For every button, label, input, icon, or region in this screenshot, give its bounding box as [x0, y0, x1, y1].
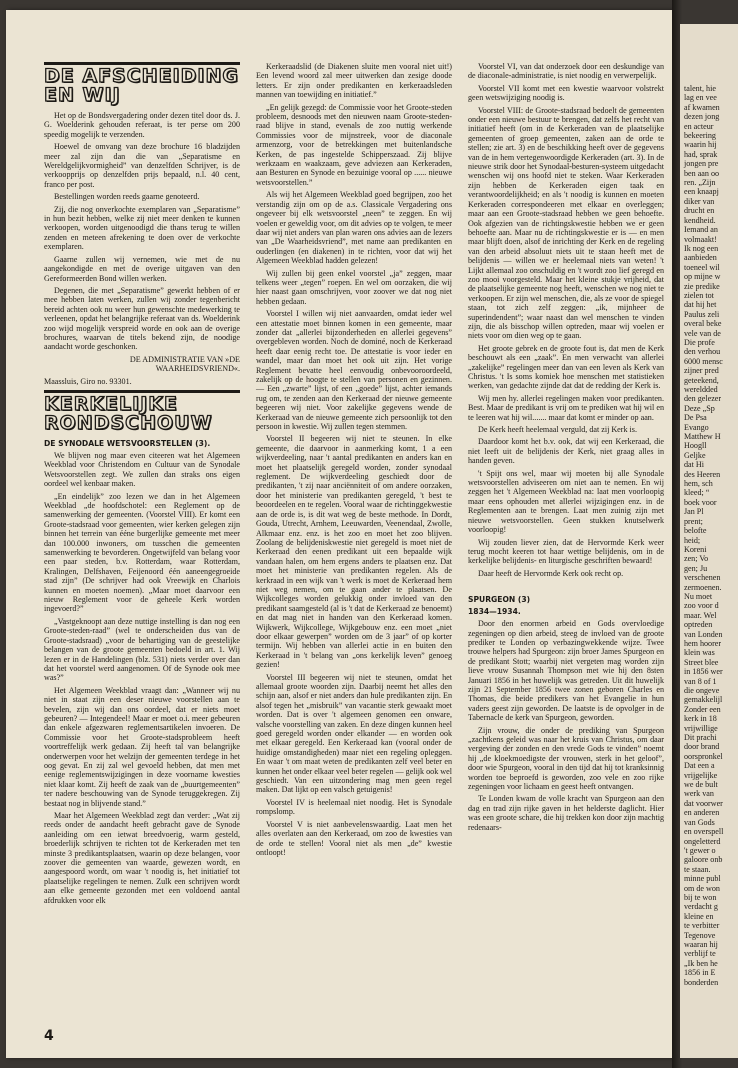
- next-page-fragment-line: Nu moet: [684, 591, 713, 601]
- giro-line: Maassluis, Giro no. 93301.: [44, 376, 132, 386]
- next-page-fragment-line: gemakkelijl: [684, 695, 723, 705]
- next-page-fragment-line: Hoogll: [684, 441, 707, 451]
- next-page-fragment-line: te verbitter: [684, 921, 720, 931]
- next-page-fragment-line: minne publ: [684, 874, 721, 884]
- next-page-fragment-line: den verhou: [684, 347, 721, 357]
- next-page-fragment-line: des Heeren: [684, 469, 721, 479]
- next-page-fragment-line: gen; Ju: [684, 563, 708, 573]
- next-page-fragment-line: Geljke: [684, 450, 706, 460]
- paragraph: Voorstel IV is heelemaal niet noodig. Het is Synodale rompslomp.: [256, 797, 452, 817]
- next-page-fragment-line: 6000 mensc: [684, 356, 723, 366]
- next-page-fragment-line: van 8 of 1: [684, 676, 717, 686]
- paragraph: „En gelijk gezegd: de Commissie voor het Groote-steden probleem, desnoods met den nieuwen naam Groote-steden-raad blijve in stand, evenals de zoo nuttig werkende Commissies voor de mijnstreek, voor de diaconale armenzorg, voor de betrekkingen met buitenlandsche Kerken, de pas ingestelde Schipperszaad. Zij blijve werkzaam en waakzaam, geve adviezen aan Kerkeraden, aan Besturen en Synode en bezuinige vooral op ...... nieuwe wetsvoorstellen.”: [256, 102, 452, 187]
- next-page-fragment-line: prent;: [684, 516, 703, 526]
- next-page-fragment-line: waaran hij: [684, 939, 718, 949]
- next-page-fragment-line: Ik nog een: [684, 243, 719, 253]
- next-page-fragment-line: vele van de: [684, 328, 721, 338]
- next-page-fragment-line: kleine en: [684, 911, 714, 921]
- article-subtitle: DE SYNODALE WETSVOORSTELLEN (3).: [44, 438, 211, 448]
- next-page-fragment-line: zijner pred: [684, 366, 719, 376]
- next-page-fragment-line: zoo voor d: [684, 601, 719, 611]
- next-page-fragment-line: kerk in 18: [684, 714, 717, 724]
- next-page-fragment-line: in 1856 wer: [684, 667, 723, 677]
- column-3: [468, 62, 664, 835]
- next-page-fragment-line: talent, hie: [684, 84, 716, 93]
- paragraph: Door den enormen arbeid en Gods overvloedige zegeningen op dien arbeid, steeg de invloed van de groote prediker te Londen op verbazingwekkende wijze. Twee trouwe helpers had Spurgeon: zijn broer James Spurgeon en de predikant Stott; waarbij niet vergeten mag worden zijn lieve vrouw Susannah Thompson met wie hij den 8sten Januari 1856 in het huwelijk was getreden. Uit dit huwelijk zijn 21 September 1856 twee zonen geboren Charles en Thomas, die beide predikers van het Evangelie in hun vaders geest zijn geworden. De laatste is de opvolger in de Tabernacle de kerk van Spurgeon, geworden.: [468, 619, 664, 723]
- next-page-fragment-line: door brand: [684, 742, 720, 752]
- next-page-fragment-line: 1856 in E: [684, 968, 716, 978]
- paragraph: Zijn vrouw, die onder de prediking van Spurgeon „zachtkens geleid was naar het kruis van Christus, om daar vergeving der zonden en den vrede Gods te vinden” noemt hij „de kloekmoedigste der vrouwen, sterk in het geloof”, door wie Spurgeon, vooral in den tijd dat hij tot kranksinnig worden toe beproefd is geworden, zoo vele en zoo rijke zegeningen voor lichaam en geest heeft ontvangen.: [468, 725, 664, 792]
- paragraph: De Kerk heeft heelemaal verguld, dat zij Kerk is.: [478, 425, 637, 435]
- paragraph: Als wij het Algemeen Weekblad goed begrijpen, zoo het verstandig zijn om op de a.s. Classicale Vergadering ons ongeveer bij elk wetsvoorstel „neen” te zeggen. En wij voelen er geweldig voor, om dit advies op te volgen, te meer daar wij niet anders van plan waren ons advies aan de lezers van „De Waarheidsvriend”, met name aan predikanten en ouderlingen (en diakenen) in te richten, voor dat wij het Algemeen Weekblad hadden gelezen!: [256, 190, 452, 266]
- paragraph: Wij zouden liever zien, dat de Hervormde Kerk weer terug mocht keeren tot haar wettige belijdenis, om in de kerkelijke belijdenis- en liturgische geschriften bewaard!: [468, 537, 664, 566]
- next-page-fragment-line: dat voorwer: [684, 798, 723, 808]
- next-page-fragment-line: jongen pre: [684, 159, 719, 169]
- spurgeon-title: SPURGEON (3): [468, 595, 531, 605]
- next-page-fragment-line: Dat een a: [684, 761, 715, 771]
- paragraph: Wij zullen bij geen enkel voorstel „ja” zeggen, maar telkens weer „tegen” roepen. En wel om oorzaken, die wij hier naast gaan omschrijven, voor zoover we dat nog niet hebben gedaan.: [256, 268, 452, 306]
- next-page-fragment-line: kleed; “: [684, 488, 710, 498]
- next-page-fragment-line: en acteur: [684, 121, 714, 131]
- next-page-edge: [680, 24, 738, 1058]
- page-number: 4: [44, 1028, 54, 1044]
- next-page-fragment-line: Dit prachi: [684, 733, 717, 743]
- article-rondschouw-body-col1: [44, 451, 240, 905]
- next-page-fragment-line: Jan Pl: [684, 507, 704, 517]
- next-page-fragment-line: „Ik ben he: [684, 958, 718, 968]
- next-page-fragment-line: een knaapj: [684, 187, 719, 197]
- next-page-fragment-line: vrijgelijke: [684, 770, 718, 780]
- spurgeon-years: 1834—1934.: [468, 607, 521, 617]
- paragraph: Maar het Algemeen Weekblad zegt dan verder: „Wat zij reeds onder de aandacht heeft gebracht gave de Synode aanleiding om een ietwat breedvoerig, warm gesteld, broederlijk schrijven te richten tot de Kerkeraden met ten minste 3 predikantsplaatsen, waarin op deze belangen, voor zoover die gemeenten van waarde, gewezen wordt, en aangespoord wordt, om waar 't noodig is, het initiatief tot plaatselijke regelingen te nemen. Zulk een schrijven wordt aan elke gemeente gezonden met een voldoend aantal afdrukken voor elk: [44, 811, 240, 905]
- paragraph: „En eindelijk” zoo lezen we dan in het Algemeen Weekblad „de hoofdschotel: een Reglement op de samenwerking der gemeenten. (Voorstel VIII). Er komt een Groote-stadsraad voor gemeenten, wier kerken gelegen zijn binnen het terrein van ééne burgerlijke gemeente met meer dan 100.000 inwoners, om tusschen die gemeenten samenwerking te bevorderen. Ongetwijfeld van belang voor een paar steden, b.v. Rotterdam, waar Rotterdam, Kralingen, Delfshaven, Feijenoord één aaneengegroeide stad zijn” (De schrijver had ook Vreewijk en Charlois kunnen en moeten noemen). „Maar moet daarvoor een nieuw Reglement voor de geheele Kerk worden ingevoerd?”: [44, 491, 240, 614]
- next-page-fragment-line: galoore onb: [684, 855, 723, 865]
- paragraph: Gaarne zullen wij vernemen, wie met de nu aangekondigde en met de overige uitgaven van den Gereformeerden Bond willen werken.: [44, 254, 240, 283]
- next-page-fragment-line: die ongeve: [684, 686, 720, 695]
- next-page-fragment-line: dat Hi: [684, 460, 705, 470]
- next-page-fragment-line: vrijwillige: [684, 723, 718, 733]
- next-page-fragment-line: maar. Wel: [684, 610, 717, 620]
- paragraph: Voorstel VII komt met een kwestie waarvoor volstrekt geen wetswijziging noodig is.: [468, 83, 664, 103]
- next-page-fragment-line: Koreni: [684, 544, 707, 554]
- next-page-fragment-line: Tegenove: [684, 930, 716, 940]
- next-page-fragment-line: Iemand an: [684, 225, 718, 235]
- next-page-fragment-line: ren. „Zijn: [684, 178, 716, 188]
- next-page-fragment-line: zielen tot: [684, 290, 714, 300]
- next-page-fragment-line: klein was: [684, 648, 715, 658]
- next-page-fragment-line: kendheid.: [684, 215, 716, 225]
- next-page-fragment-line: Zonder een: [684, 704, 721, 714]
- paragraph: We blijven nog maar even citeeren wat het Algemeen Weekblad voor Christendom en Cultuur van de Synodale Wetsvoorstellen zegt. We zullen dan straks ons eigen oordeel wel kenbaar maken.: [44, 450, 240, 489]
- next-page-fragment-line: en anderen: [684, 808, 720, 818]
- paragraph: Voorstel V is niet aanbevelenswaardig. Laat men het alles overlaten aan den Kerkeraad, om zoo de kwesties van de orde te stellen! Vooral niet als men „de” kwestie ontloopt!: [256, 819, 452, 857]
- article-afscheiding-body: [44, 111, 240, 386]
- next-page-fragment-line: van Gods: [684, 817, 715, 827]
- next-page-fragment-line: den gelezer: [684, 394, 722, 404]
- signature: DE ADMINISTRATIE VAN »DE WAARHEIDSVRIEND«.: [129, 354, 240, 374]
- article-title-line1: KERKELIJKE: [44, 392, 178, 415]
- paragraph: Het Algemeen Weekblad vraagt dan: „Wanneer wij nu niet in staat zijn een deser nieuwe voorstellen aan te bevelen, zijn wij dan ons oordeel, dat er niets moet gebeuren? — Integendeel! Maar er moet o.i. meer gebeuren dan enkele afgezwaren reglementsartikelen invoeren. De Commissie voor het Groote-stadsprobleem heeft voortreffelijk werk gedaan. Zij heeft tal van belangrijke onderwerpen voor het welzijn der gemeenten terdege in het oog gevat. En zij zal wel gevoeld hebben, dat men met eenige reglementswijzigingen in deze voorname kwesties niet klaar komt. Zij heeft de zaak van de „buurtgemeenten” ter nadere beschouwing van de Synode teruggekregen. Zij bestaat nog in blijvende stand.”: [44, 685, 240, 808]
- next-page-fragment-line: werk van: [684, 789, 714, 799]
- next-page-fragment-line: De Psa: [684, 413, 707, 423]
- newspaper-page: [6, 10, 674, 1058]
- next-page-fragment-line: aanbieden: [684, 253, 717, 263]
- next-page-fragment-line: bekeering: [684, 131, 716, 141]
- next-page-fragment-line: zermoenen.: [684, 582, 722, 592]
- paragraph: 't Spijt ons wel, maar wij moeten bij alle Synodale wetsvoorstellen adviseeren om niet aan te nemen. En wij zeggen het 't Algemeen Weekblad na: laat men voorloopig maar eens ophouden met allerlei wijzigingen enz. in de Reglementen aan te brengen. Laat men zuinig zijn met nieuwe wetsvoorstellen. Geen stukken knutselwerk voorloopig!: [468, 468, 664, 535]
- next-page-fragment-line: Matthew H: [684, 432, 721, 442]
- next-page-fragment-line: we de bult: [684, 780, 718, 790]
- next-page-column-fragments: [684, 84, 738, 987]
- next-page-fragment-line: Die profe: [684, 337, 715, 347]
- next-page-fragment-line: belofte: [684, 526, 707, 536]
- next-page-fragment-line: boek voor: [684, 497, 717, 507]
- next-page-fragment-line: optreden: [684, 620, 713, 630]
- next-page-fragment-line: om de won: [684, 883, 720, 893]
- next-page-fragment-line: verblijf te: [684, 949, 716, 959]
- next-page-fragment-line: had, sprak: [684, 149, 718, 159]
- next-page-fragment-line: verschenen: [684, 573, 721, 583]
- next-page-fragment-line: Deze „Sp: [684, 403, 715, 413]
- next-page-fragment-line: diker van: [684, 196, 715, 206]
- article-title-line2: RONDSCHOUW: [44, 411, 213, 434]
- next-page-fragment-line: zen; Vo: [684, 554, 709, 564]
- next-page-fragment-line: af kwamen: [684, 102, 720, 112]
- next-page-fragment-line: bij te won: [684, 892, 717, 902]
- paragraph: Daardoor komt het b.v. ook, dat wij een Kerkeraad, die niet leeft uit de belijdenis der Kerk, niet graag alles in handen geven.: [468, 437, 664, 466]
- next-page-fragment-line: waarin hij: [684, 140, 717, 150]
- next-page-fragment-line: verdacht g: [684, 902, 718, 912]
- paragraph: Wij men hy. allerlei regelingen maken voor predikanten. Best. Maar de predikant is vrij om te prediken wat hij wil en te leeren wat hij wil....... maar dat komt er minder op aan.: [468, 393, 664, 422]
- paragraph: Voorstel III begeeren wij niet te steunen, omdat het allemaal groote woorden zijn. Daarbij neemt het alles den schijn aan, alsof er niet anders dan hule predikanten zijn. En alsof tegen het „misbruik” van vacantie sterk gewaakt moet worden. Dat is over 't algemeen genomen een onware, valsche voorstelling van zaken. En deze dingen kunnen heel goed geregeld worden onder elkander — en worden ook met elkaar geregeld. Een Kerkeraad kan (vooral onder de huidige omstandigheden) maar niet een regeling opleggen. En waar 't om maat weten de predikanten zelf veel beter en kunnen het onder elkaar veel beter regelen — gelijk ook wel geschiedt. Van een uitzondering mag men geen regel maken. Dat lijkt op een valsch getuigenis!: [256, 672, 452, 795]
- paragraph: Daar heeft de Hervormde Kerk ook recht op.: [478, 568, 624, 578]
- paragraph: Het op de Bondsvergadering onder dezen titel door ds. J. G. Woelderink gehouden referaat, is ter perse om 200 speedig mogelijk te verzenden.: [44, 111, 240, 139]
- next-page-fragment-line: wereldded: [684, 385, 718, 394]
- paragraph: Voorstel II begeeren wij niet te steunen. In elke gemeente, die daarvoor in aanmerking komt, 1 a een wijkverdeeling, naar 't aantal predikanten en anders kan en moet het plaatselijk geregeld worden, zonder synodaal reglement. De wijkverdeeling geschiedt door de predikanten, 't zij naar anciënniteit of om andere oorzaken, door het ministerie van predikanten geregeld, 't best te beoordeelen en te regelen. Vooral waar de richtinggekwestie aan de orde is, is dit wat weg de beste methode. In Dordt, Gouda, Utrecht, Arnhem, Leeuwarden, Veenendaal, Zwolle, Alkmaar enz. enz. is het zoo en moet het zoo blijven. Zoolang de belijdeniskwestie niet geregeld is moet niet de Kerkeraad den eenen predikant uit een bepaalde wijk vandaan halen, om hem ergens anders te plaatsen enz. Dat moet het ministerie van predikanten regelen. Als de kerkraad in een wijk van 't werk is moet de Kerkeraad hem niet weg nemen, om te gaan ander te plaatsen. De Wijkcolleges worden gelukkig onder invloed van den predikant saamgesteld (al is 't dat de Kerkeraad ze benoemt) en dat mag niet in handen van den Kerkeraad komen. Wijkwerk, Wijkcollege, Wijkgebouw enz. een moet „niet door elkaar gewerpen” worden om de 3 jaar” of op korter termijn. Wij hebben van allerlei actie in en buiten den Kerkeraad in 't belang van „ons kerkelijk leven” genoeg gezien!: [256, 434, 452, 670]
- next-page-fragment-line: ben aan oo: [684, 168, 720, 178]
- next-page-fragment-line: Street blee: [684, 657, 719, 667]
- next-page-fragment-line: te staan.: [684, 864, 711, 874]
- next-page-fragment-line: Paulus zeli: [684, 309, 720, 319]
- next-page-fragment-line: 't gewer o: [684, 845, 716, 855]
- article-title-line2: EN WIJ: [44, 84, 121, 106]
- next-page-fragment-line: bonderden: [684, 977, 719, 987]
- paragraph: Degenen, die met „Separatisme” gewerkt hebben of er mee hebben laten werken, zullen wij zonder tegenbericht bereid achten ook nu weer hun gewenschte medewerking te verleenen, opdat het belangrijke referaat van ds. Woelderink zoo wijd mogelijk verspreid worde en ook aan de overige brochures, waarvan de titels bekend zijn, de noodige aandacht worde geschonken.: [44, 285, 240, 352]
- next-page-fragment-line: drucht en: [684, 206, 715, 216]
- column-2: [256, 62, 452, 860]
- column-1: [44, 62, 240, 908]
- next-page-fragment-line: hem hoorer: [684, 638, 722, 648]
- paragraph: Voorstel I willen wij niet aanvaarden, omdat ieder wel een attestatie moet binnen komen in een gemeente, maar zonder dat „allerlei bijzonderheden en allerlei gegevens” overgebleven worden. Noch de dominé, noch de Kerkeraad heeft daar eenig recht toe. De attestatie is voor ieder en wandel, maar dan moet het ook uit zijn. Het vorige Reglement bevatte heel eenvoudig onbevooroordeeld, zakelijk op de hoogte te stellen van personen en gezinnen. — Een „zwarte” lijst, of een „goede” lijst, achter iemands rug om, te zenden aan den Kerkeraad der nieuwe gemeente begeeren wij niet. Voor zakelijke gegevens wende de Kerkeraad van de nieuwe gemeente zich persoonlijk tot den persoon in kwestie. Wij zullen tegen stemmen.: [256, 309, 452, 432]
- paragraph: Voorstel VI, van dat onderzoek door een deskundige van de diaconale-administratie, is niet noodig en verwerpelijk.: [468, 62, 664, 81]
- article-rondschouw-header: [44, 390, 240, 433]
- next-page-fragment-line: op mijne w: [684, 272, 721, 282]
- paragraph: Te Londen kwam de volle kracht van Spurgeon aan den dag en trad zijn rijke gaven in het helderste daglicht. Hier was een groote schare, die hij trekken kon door zijn machtig redenaars-: [468, 794, 664, 832]
- next-page-fragment-line: dezen jong: [684, 112, 720, 122]
- paragraph: Voorstel VIII: de Groote-stadsraad bedoelt de gemeenten onder een nieuwe bestuur te brengen, dat zelfs het recht van initiatief heeft (om in de Kerkeraden van de plaatselijke gemeenten of groep gemeenten, zaken aan de orde te stellen; zie art. 3) en de beschikking heeft over de gegevens van de in hem vertegenwoordigde Kerkeraden (art. 3). In de nieuwe strik door het Synodaal-besturen-systeem uitgedacht wenschen wij ons hoofd niet te steken. Waar Kerkeraden zijn hebben de Kerkeraden eigen taak en verantwoordelijkheid; en als 't noodig is kunnen en moeten Kerkeraden correspondeeren met elkaar en overleggen; maar aan een Groote-stadsraad hebben we geen behoefte. Ook afgezien van de richtingskwestie hebben we er geen behoefte aan. Maar nu de richtingskwestie er is — en men maar blijft doen, alsof de inrichting der Kerk en de regeling van den arbeid absoluut niets uit te staan heeft met de belijdenis — willen we er heelemaal niets van weten! 't Lijkt allemaal zoo onschuldig en 't wordt zoo lief geregd en zoo mooi voorgesteld. Maar het kleine stukje vrijheid, dat de plaatselijke gemeente nog heeft, wenschen we nog niet te verkoopen. Er zijn wel menschen, die, als ze voor de spiegel staan, tot zich zelf zeggen: „ik, mijnheer de superindendent”; waar naast dan wel menschen te vinden zijn, die als bisschop willen optreden, maar wij voelen er niets voor om dien weg op te gaan.: [468, 105, 664, 341]
- paragraph: Bestellingen worden reeds gaarne genoteerd.: [54, 192, 200, 202]
- next-page-fragment-line: oorspronkel: [684, 751, 723, 761]
- article-title-line1: DE AFSCHEIDING: [44, 65, 239, 87]
- next-page-fragment-line: dat hij het: [684, 300, 717, 310]
- next-page-fragment-line: hem, sch: [684, 479, 713, 489]
- next-page-fragment-line: overal beke: [684, 319, 722, 329]
- next-page-fragment-line: heid;: [684, 535, 701, 545]
- paragraph: „Vastgeknoopt aan deze nuttige instelling is dan nog een Groote-steden-raad” (wel te onderscheiden dus van de Groote-stadsraad) „voor de behartiging van de geestelijke belangen van de groote gemeenten bedoeld in art. 1. Wij lezen er in de Handelingen (blz. 531) niets verder over dan dat het voorstel werd aangenomen. Of de Synode ook mee was?”: [44, 616, 240, 683]
- next-page-fragment-line: toeneel wil: [684, 262, 720, 272]
- next-page-fragment-line: ongeletterd: [684, 836, 721, 846]
- article-afscheiding-header: [44, 62, 240, 105]
- next-page-fragment-line: Evango: [684, 422, 709, 432]
- paragraph: Zij, die nog onverkochte exemplaren van „Separatisme” in hun bezit hebben, welke zij niet meer denken te kunnen verkoopen, worden uitgenoodigd die thans terug te willen zenden en meteen afrekening te doen over de verkochte exemplaren.: [44, 204, 240, 252]
- next-page-fragment-line: van Londen: [684, 629, 723, 639]
- next-page-fragment-line: lag en vee: [684, 93, 717, 103]
- next-page-fragment-line: geteekend,: [684, 375, 719, 385]
- paragraph: Kerkeraadslid (de Diakenen sluite men vooral niet uit!) Een levend woord zal meer uitwerken dan zesige doode letters. Er zijn onder predikanten en kerkeraadsleden mannen van toewijding en initiatief.”: [256, 62, 452, 100]
- next-page-fragment-line: volmaakt!: [684, 234, 717, 244]
- next-page-fragment-line: en overspell: [684, 827, 724, 837]
- paragraph: Hoewel de omvang van deze brochure 16 bladzijden meer zal zijn dan die van „Separatisme en Wereldgelijkvormigheid” van denzelfden Schrijver, is de verkoopprijs op denzelfden prijs bepaald, n.l. 40 cent, franco per post.: [44, 142, 240, 189]
- paragraph: Het groote gebrek en de groote fout is, dat men de Kerk beschouwt als een „zaak”. En men verwacht van allerlei „zakelijke” regelingen meer dan van een leven als Kerk van Christus. 't Is soms komiek hoe menschen met statistieken werken, van gedachte zijnde dat dat de redding der Kerk is.: [468, 343, 664, 391]
- next-page-fragment-line: zie predike: [684, 281, 720, 291]
